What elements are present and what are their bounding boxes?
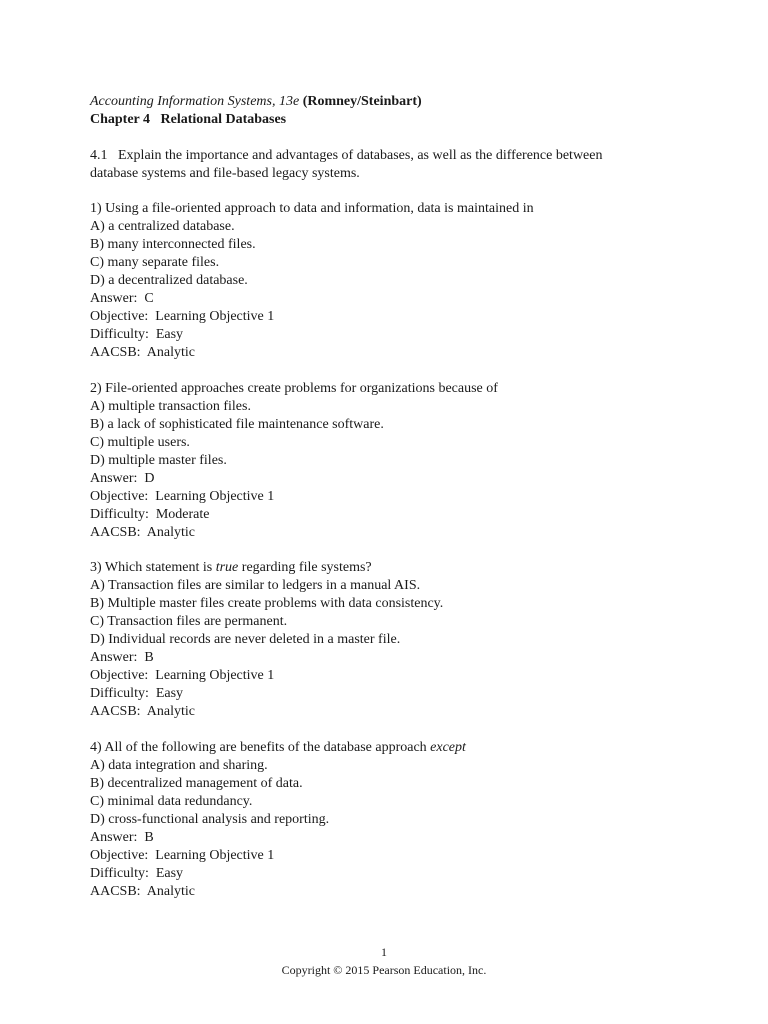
option-b: B) many interconnected files. xyxy=(90,237,256,252)
aacsb: AACSB: Analytic xyxy=(90,345,196,360)
question-stem: 1) Using a file-oriented approach to data and information, data is maintained in xyxy=(90,201,534,216)
answer: Answer: C xyxy=(90,291,154,306)
answer: Answer: D xyxy=(90,470,155,486)
objective: Objective: Learning Objective 1 xyxy=(90,847,275,863)
option-b: B) decentralized management of data. xyxy=(90,775,303,791)
option-b: B) a lack of sophisticated file maintenance software. xyxy=(90,416,384,432)
question-stem xyxy=(90,739,710,757)
difficulty: Difficulty: Moderate xyxy=(90,506,210,522)
aacsb: AACSB: Analytic xyxy=(90,524,196,540)
question-4 xyxy=(90,739,710,901)
question-1 xyxy=(90,200,710,362)
option-a: A) Transaction files are similar to ledgers in a manual AIS. xyxy=(90,578,421,593)
answer: Answer: B xyxy=(90,650,154,665)
difficulty: Difficulty: Easy xyxy=(90,327,184,342)
question-stem: 2) File-oriented approaches create problems for organizations because of xyxy=(90,380,498,396)
option-a: A) a centralized database. xyxy=(90,219,235,234)
objective-heading-line2: database systems and file-based legacy systems. xyxy=(90,165,360,181)
stem-emphasis: true xyxy=(215,560,239,575)
authors: (Romney/Steinbart) xyxy=(302,94,422,109)
question-3 xyxy=(90,559,710,721)
option-d: D) Individual records are never deleted in a master file. xyxy=(90,632,401,647)
aacsb: AACSB: Analytic xyxy=(90,704,196,719)
option-b: B) Multiple master files create problems with data consistency. xyxy=(90,596,444,611)
option-a: A) data integration and sharing. xyxy=(90,757,268,773)
difficulty: Difficulty: Easy xyxy=(90,686,184,701)
copyright-notice: Copyright © 2015 Pearson Education, Inc. xyxy=(281,963,487,977)
aacsb: AACSB: Analytic xyxy=(90,883,196,899)
book-title: Accounting Information Systems, 13e xyxy=(90,94,300,109)
chapter-title: Chapter 4 Relational Databases xyxy=(90,112,287,127)
objective-heading-line1: 4.1 Explain the importance and advantages of databases, as well as the difference between xyxy=(90,147,603,163)
page-number: 1 xyxy=(381,945,387,959)
stem-text: 4) All of the following are benefits of the database approach xyxy=(90,739,431,755)
option-d: D) multiple master files. xyxy=(90,452,227,468)
stem-text: 3) Which statement is xyxy=(90,560,216,575)
option-c: C) Transaction files are permanent. xyxy=(90,614,288,629)
question-stem xyxy=(90,559,710,577)
option-c: C) many separate files. xyxy=(90,255,220,270)
stem-text-end: regarding file systems? xyxy=(238,560,372,575)
option-d: D) cross-functional analysis and reporting. xyxy=(90,811,330,827)
answer: Answer: B xyxy=(90,829,154,845)
option-d: D) a decentralized database. xyxy=(90,273,248,288)
difficulty: Difficulty: Easy xyxy=(90,865,184,881)
objective: Objective: Learning Objective 1 xyxy=(90,668,275,683)
stem-emphasis: except xyxy=(430,739,466,755)
objective: Objective: Learning Objective 1 xyxy=(90,309,275,324)
option-a: A) multiple transaction files. xyxy=(90,398,251,414)
option-c: C) multiple users. xyxy=(90,434,190,450)
book-title-line xyxy=(90,93,710,111)
question-2 xyxy=(90,380,710,542)
objective: Objective: Learning Objective 1 xyxy=(90,488,275,504)
option-c: C) minimal data redundancy. xyxy=(90,793,253,809)
document-body xyxy=(90,93,710,901)
